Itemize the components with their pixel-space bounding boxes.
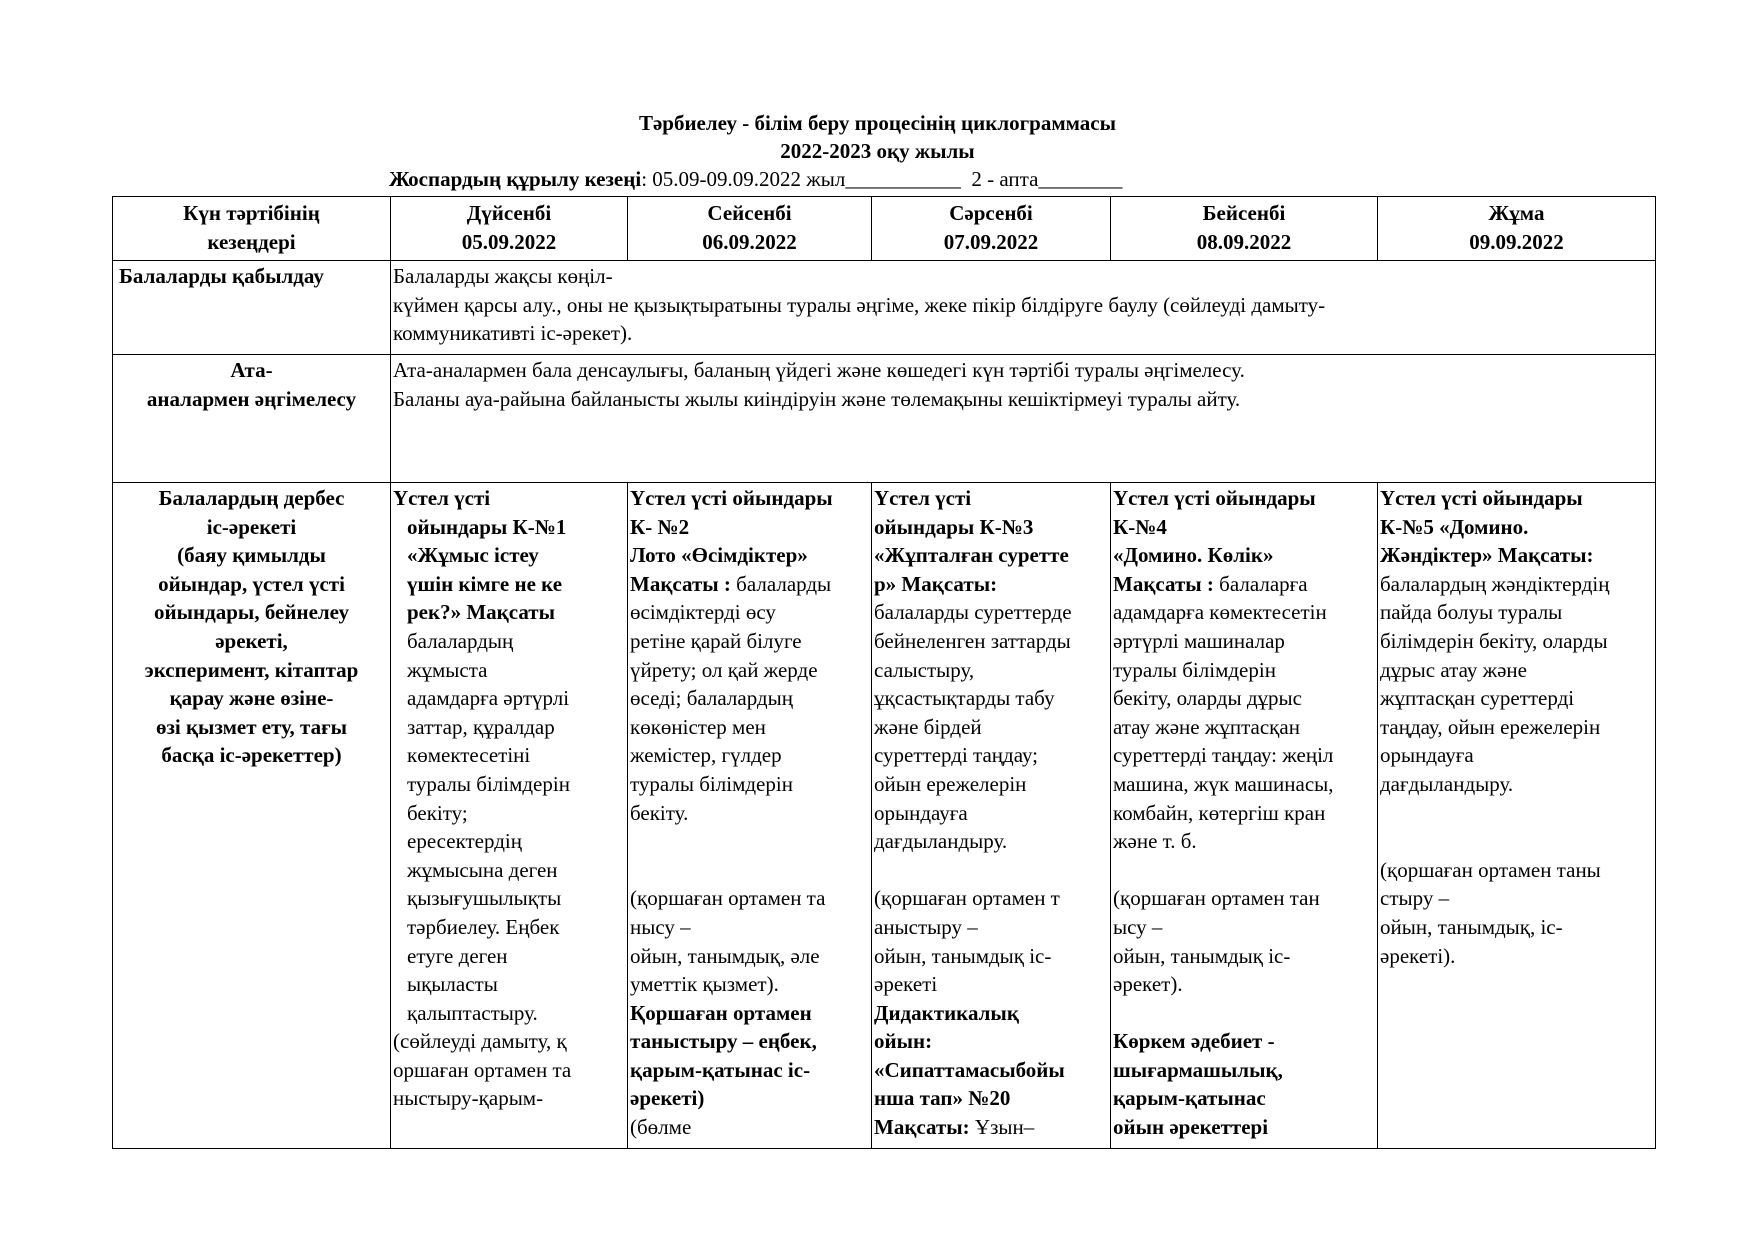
activity-label-line: басқа іс-әрекеттер) xyxy=(161,743,342,768)
wednesday-note-line: әрекеті xyxy=(874,972,938,997)
friday-text-line: жұптасқан суреттерді xyxy=(1380,686,1575,711)
activity-row xyxy=(113,483,1656,1149)
wednesday-title-line: «Жұпталған суретте xyxy=(874,543,1069,568)
wednesday-text-line: және бірдей xyxy=(874,714,982,739)
friday-title-line: Үстел үсті ойындары xyxy=(1380,486,1583,510)
parents-label-line: аналармен әңгімелесу xyxy=(146,386,357,411)
thursday-goal-line xyxy=(1113,570,1375,599)
wednesday-text-line: дағдыландыру. xyxy=(874,829,1008,854)
spacer xyxy=(1113,856,1375,885)
friday-text-line: пайда болуы туралы xyxy=(1380,600,1563,625)
tuesday-title-line: К- №2 xyxy=(630,514,690,539)
friday-note-line: стыру – xyxy=(1380,886,1450,911)
wednesday-text-line: орындауға xyxy=(874,800,968,825)
tuesday-text-line: өсімдіктерді өсу xyxy=(630,600,776,625)
header-day-wednesday xyxy=(872,197,1111,261)
plan-period-value: : 05.09-09.09.2022 жыл___________ 2 - апта________ xyxy=(641,167,1123,191)
monday-text-line: қалыптастыру. xyxy=(407,1000,538,1025)
header-day-monday xyxy=(391,197,628,261)
tuesday-text-line: ретіне қарай білуге xyxy=(630,628,802,653)
monday-text-line: ықыласты xyxy=(407,972,498,997)
activity-label-line: эксперимент, кітаптар xyxy=(144,657,359,682)
friday-note-line: ойын, танымдық, іс- xyxy=(1380,914,1563,939)
activity-label-line: әрекеті, xyxy=(215,628,288,653)
spacer xyxy=(1113,999,1375,1028)
tuesday-goal-line xyxy=(630,570,869,599)
header-col-periods-line: кезеңдері xyxy=(207,230,296,254)
wednesday-text-line: ұқсастықтарды табу xyxy=(874,686,1055,711)
thursday-text-line: туралы білімдерін xyxy=(1113,657,1276,682)
wednesday-note-line: ойын, танымдық іс- xyxy=(874,943,1052,968)
thursday-section-line: ойын әрекеттері xyxy=(1113,1115,1269,1140)
day-date: 06.09.2022 xyxy=(702,230,797,254)
thursday-title-line: «Домино. Көлік» xyxy=(1113,543,1274,568)
document-title: Тәрбиелеу - білім беру процесінің циклограммасы xyxy=(638,111,1117,135)
thursday-title-line: Үстел үсті ойындары xyxy=(1113,486,1316,510)
parents-label xyxy=(113,355,391,483)
thursday-note-line: (қоршаған ортамен тан xyxy=(1113,886,1320,911)
activity-label-line: Балалардың дербес xyxy=(158,486,345,510)
header-day-tuesday xyxy=(628,197,872,261)
wednesday-goal2-text: Ұзын– xyxy=(969,1115,1035,1140)
tuesday-text-line: үйрету; ол қай жерде xyxy=(630,657,818,682)
tuesday-note-line: уметтік қызмет). xyxy=(630,972,779,997)
friday-title-line: К-№5 «Домино. xyxy=(1380,514,1529,539)
monday-title-line: рек?» Мақсаты xyxy=(407,600,556,625)
thursday-section-line: Көркем әдебиет - xyxy=(1113,1029,1275,1054)
parents-row xyxy=(113,355,1656,483)
schedule-table xyxy=(112,196,1656,1149)
spacer xyxy=(630,856,869,885)
wednesday-text-line: ойын ережелерін xyxy=(874,771,1027,796)
monday-text-line: балалардың xyxy=(407,628,514,653)
activity-tuesday xyxy=(628,483,872,1149)
day-name: Сейсенбі xyxy=(707,201,792,225)
wednesday-title-line: Үстел үсті xyxy=(874,486,972,510)
tuesday-section-line: Қоршаған ортамен xyxy=(630,1000,812,1025)
tuesday-section-line: қарым-қатынас іс- xyxy=(630,1057,811,1082)
header-day-friday xyxy=(1378,197,1656,261)
thursday-text-line: әртүрлі машиналар xyxy=(1113,628,1285,653)
tuesday-note-line: (бөлме xyxy=(630,1115,692,1140)
activity-label-line: (баяу қимылды xyxy=(177,543,326,568)
wednesday-section-line: ойын: xyxy=(874,1029,933,1054)
tuesday-goal-label: Мақсаты : xyxy=(630,571,731,596)
header-col-periods xyxy=(113,197,391,261)
header-day-thursday xyxy=(1111,197,1378,261)
activity-label-line: ойындар, үстел үсті xyxy=(158,571,345,596)
day-name: Сәрсенбі xyxy=(949,201,1033,225)
friday-text-line: дұрыс атау және xyxy=(1380,657,1527,682)
wednesday-title-line: р» Мақсаты: xyxy=(874,571,998,596)
day-date: 07.09.2022 xyxy=(943,230,1039,254)
thursday-text-line: және т. б. xyxy=(1113,829,1197,854)
activity-label-line: іс-әрекеті xyxy=(206,514,297,539)
day-date: 09.09.2022 xyxy=(1469,230,1564,254)
wednesday-section-line: нша тап» №20 xyxy=(874,1086,1011,1111)
friday-title-line: Жәндіктер» Мақсаты: xyxy=(1380,543,1594,568)
reception-line: күймен қарсы алу., оны не қызықтыратыны туралы әңгіме, жеке пікір білдіруге баулу (сөйлеуді дамыту- xyxy=(393,292,1326,317)
monday-text-line: тәрбиелеу. Еңбек xyxy=(407,914,560,939)
tuesday-text-line: жемістер, гүлдер xyxy=(630,743,782,768)
thursday-goal-text: балаларға xyxy=(1213,571,1308,596)
activity-label-line: ойындары, бейнелеу xyxy=(154,600,349,625)
monday-note-line: (сөйлеуді дамыту, қ xyxy=(393,1029,567,1054)
spacer xyxy=(630,827,869,856)
wednesday-section-line: «Сипаттамасыбойы xyxy=(874,1057,1065,1082)
monday-note-line: оршаған ортамен та xyxy=(393,1057,572,1082)
monday-text-line: жұмысына деген xyxy=(407,857,558,882)
tuesday-text-line: бекіту. xyxy=(630,800,689,825)
activity-label-line: қарау және өзіне- xyxy=(169,686,334,711)
parents-line: Ата-аналармен бала денсаулығы, баланың үйдегі және көшедегі күн тәртібі туралы әңгімелесу. xyxy=(393,358,1245,382)
thursday-note-line: ойын, танымдық іс- xyxy=(1113,943,1291,968)
thursday-text-line: суреттерді таңдау: жеңіл xyxy=(1113,743,1334,768)
activity-thursday xyxy=(1111,483,1378,1149)
thursday-note-line: ысу – xyxy=(1113,914,1163,939)
tuesday-text-line: туралы білімдерін xyxy=(630,771,793,796)
activity-label xyxy=(113,483,391,1149)
plan-period-label: Жоспардың құрылу кезеңі xyxy=(389,167,642,191)
document-year: 2022-2023 оқу жылы xyxy=(780,139,975,163)
tuesday-section-line: таныстыру – еңбек, xyxy=(630,1029,817,1054)
parents-line: Баланы ауа-райына байланысты жылы киіндіруін және төлемақыны кешіктірмеуі туралы айту. xyxy=(393,386,1241,411)
friday-text-line: орындауға xyxy=(1380,743,1474,768)
day-name: Бейсенбі xyxy=(1202,201,1286,225)
friday-note-line: әрекеті). xyxy=(1380,943,1456,968)
monday-text-line: ересектердің xyxy=(407,829,522,854)
thursday-text-line: комбайн, көтергіш кран xyxy=(1113,800,1326,825)
wednesday-text-line: балаларды суреттерде xyxy=(874,600,1072,625)
wednesday-section-line: Дидактикалық xyxy=(874,1000,1019,1025)
table-header-row xyxy=(113,197,1656,261)
reception-content xyxy=(391,261,1656,355)
reception-label: Балаларды қабылдау xyxy=(113,261,391,355)
monday-title-line: ойындары К-№1 xyxy=(407,514,567,539)
activity-label-line: өзі қызмет ету, тағы xyxy=(155,714,348,739)
parents-content xyxy=(391,355,1656,483)
monday-text-line: көмектесетіні xyxy=(407,743,531,768)
monday-text-line: туралы білімдерін xyxy=(407,771,570,796)
activity-wednesday xyxy=(872,483,1111,1149)
wednesday-text-line: салыстыру, xyxy=(874,657,975,682)
monday-note-line: ныстыру-қарым- xyxy=(393,1086,544,1111)
friday-text-line: дағдыландыру. xyxy=(1380,771,1514,796)
wednesday-goal2-line xyxy=(874,1113,1108,1142)
tuesday-note-line: нысу – xyxy=(630,914,691,939)
day-date: 08.09.2022 xyxy=(1196,230,1292,254)
monday-text-line: адамдарға әртүрлі xyxy=(407,686,570,711)
plan-period xyxy=(389,165,1122,193)
monday-text-line: заттар, құралдар xyxy=(407,714,555,739)
wednesday-text-line: суреттерді таңдау; xyxy=(874,743,1039,768)
monday-title-line: Үстел үсті xyxy=(393,486,491,510)
header-col-periods-line: Күн тәртібінің xyxy=(183,201,320,225)
spacer xyxy=(1380,827,1653,856)
tuesday-note-line: ойын, танымдық, әле xyxy=(630,943,820,968)
friday-text-line: білімдерін бекіту, оларды xyxy=(1380,628,1608,653)
wednesday-note-line: аныстыру – xyxy=(874,914,978,939)
thursday-section-line: қарым-қатынас xyxy=(1113,1086,1266,1111)
tuesday-text-line: өседі; балалардың xyxy=(630,686,793,711)
friday-text-line: балалардың жәндіктердің xyxy=(1380,571,1610,596)
tuesday-goal-text: балаларды xyxy=(730,571,832,596)
day-date: 05.09.2022 xyxy=(461,230,557,254)
thursday-goal-label: Мақсаты : xyxy=(1113,571,1214,596)
reception-line: Балаларды жақсы көңіл- xyxy=(393,264,613,288)
thursday-title-line: К-№4 xyxy=(1113,514,1167,539)
thursday-text-line: адамдарға көмектесетін xyxy=(1113,600,1327,625)
wednesday-note-line: (қоршаған ортамен т xyxy=(874,886,1060,911)
activity-monday xyxy=(391,483,628,1149)
day-name: Жұма xyxy=(1488,201,1545,225)
reception-line: коммуникативті іс-әрекет). xyxy=(393,321,633,346)
spacer xyxy=(874,856,1108,885)
monday-text-line: етуге деген xyxy=(407,943,508,968)
day-name: Дүйсенбі xyxy=(466,201,552,225)
activity-friday xyxy=(1378,483,1656,1149)
wednesday-text-line: бейнеленген заттарды xyxy=(874,628,1071,653)
tuesday-note-line: (қоршаған ортамен та xyxy=(630,886,826,911)
monday-text-line: қызығушылықты xyxy=(407,886,562,911)
monday-text-line: жұмыста xyxy=(407,657,488,682)
friday-text-line: таңдау, ойын ережелерін xyxy=(1380,714,1601,739)
monday-text-line: бекіту; xyxy=(407,800,468,825)
tuesday-text-line: көкөністер мен xyxy=(630,714,766,739)
spacer xyxy=(1380,799,1653,828)
reception-row xyxy=(113,261,1656,355)
friday-note-line: (қоршаған ортамен таны xyxy=(1380,857,1601,882)
tuesday-title-line: Үстел үсті ойындары xyxy=(630,486,833,510)
tuesday-title-line: Лото «Өсімдіктер» xyxy=(630,543,808,568)
monday-title-line: «Жұмыс істеу xyxy=(407,543,539,568)
thursday-text-line: бекіту, оларды дұрыс xyxy=(1113,686,1302,711)
thursday-note-line: әрекет). xyxy=(1113,972,1183,997)
wednesday-goal2-label: Мақсаты: xyxy=(874,1115,970,1140)
parents-label-line: Ата- xyxy=(230,358,273,382)
thursday-section-line: шығармашылық, xyxy=(1113,1057,1283,1082)
tuesday-section-line: әрекеті) xyxy=(630,1086,705,1111)
thursday-text-line: машина, жүк машинасы, xyxy=(1113,771,1334,796)
wednesday-title-line: ойындары К-№3 xyxy=(874,514,1034,539)
thursday-text-line: атау және жұптасқан xyxy=(1113,714,1300,739)
monday-title-line: үшін кімге не ке xyxy=(407,571,563,596)
